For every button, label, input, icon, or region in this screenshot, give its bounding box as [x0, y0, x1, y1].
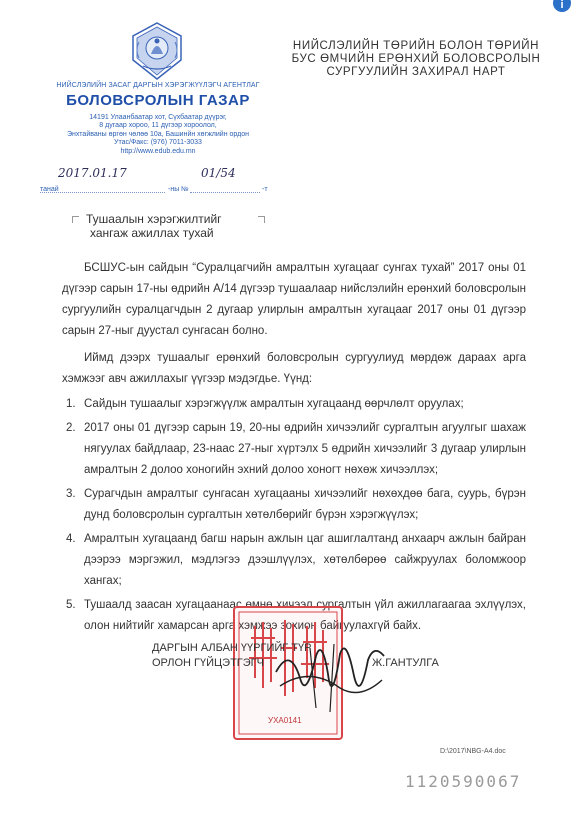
- state-emblem-icon: [127, 20, 187, 82]
- subject-line: Тушаалын хэрэгжилтийг: [86, 212, 222, 226]
- letter-number: 01/54: [201, 166, 236, 180]
- reference-line: [40, 181, 272, 195]
- recipient-line: БУС ӨМЧИЙН ЕРӨНХИЙ БОЛОВСРОЛЫН: [291, 53, 541, 65]
- signatory-position-line2: ОРЛОН ГҮЙЦЭТГЭГЧ: [152, 657, 264, 669]
- list-item-text: Амралтын хугацаанд багш нарын ажлын цаг ашиглалтанд анхаарч ажлын байран дээрээ мэргэжил, мэдлэгээ дээшлүүлэх, хөтөлбөрөө сайжруулах боломжоор хангах;: [84, 533, 526, 587]
- document-reference: D:\2017\NBG-A4.doc: [440, 748, 506, 755]
- body-paragraph: Иймд дээрх тушаалыг ерөнхий боловсролын сургуулиуд мөрдөж дараах арга хэмжээг авч ажиллахыг үүгээр мэдэгдье. Үүнд:: [62, 352, 526, 385]
- body-paragraph: БСШУС-ын сайдын “Суралцагчийн амралтын хугацааг сунгах тухай” 2017 оны 01 дүгээр сарын 17-ны өдрийн А/14 дүгээр тушаалаар нийслэлийн ерөнхий боловсролын сургуулийн суралцагчдын 2 дугаар улирлын амралтын хугацааг 2017 оны 01 дүгээр сарын 27-ныг дуустал сунгасан болно.: [62, 262, 526, 337]
- recipient-line: СУРГУУЛИЙН ЗАХИРАЛ НАРТ: [326, 66, 506, 78]
- list-item-text: 2017 оны 01 дүгээр сарын 19, 20-ны өдрийн хичээлийг сургалтын агуулгыг шахаж нягуулах байдлаар, 23-наас 27-ныг хүртэлх 5 өдрийн хичээлийг 3 дугаар улирлын амралтын 2 долоо хоногийн эхний долоо хоногт нөхөж хичээллэх;: [84, 422, 526, 476]
- list-item-text: Сурагчдын амралтыг сунгасан хугацааны хичээлийг нөхөхдөө бага, суурь, бүрэн дунд боловсролын сургалтын хөтөлбөрийг бүрэн хэрэгжүүлэх;: [84, 488, 526, 521]
- reference-label-yours: танай: [40, 186, 59, 193]
- subject-corner-left: [72, 216, 79, 223]
- list-item-number: 5.: [66, 599, 76, 611]
- agency-name: НИЙСЛЭЛИЙН ЗАСАГ ДАРГЫН ХЭРЭГЖҮҮЛЭГЧ АГЕНТЛАГ: [56, 82, 260, 89]
- website-line: http://www.edub.edu.mn: [120, 147, 196, 155]
- letter-body: [62, 258, 526, 637]
- stamp-code: УХА0141: [268, 716, 302, 725]
- list-item-text: Сайдын тушаалыг хэрэгжүүлж амралтын хугацаанд өөрчлөлт оруулах;: [84, 398, 464, 410]
- address-line: 8 дугаар хороо, 11 дүгээр хороолол,: [99, 122, 217, 130]
- department-name: БОЛОВСРОЛЫН ГАЗАР: [66, 92, 250, 109]
- signatory-name: Ж.ГАНТУЛГА: [372, 657, 439, 669]
- subject: [86, 212, 256, 240]
- list-item-number: 4.: [66, 533, 76, 545]
- list-item: [62, 529, 526, 592]
- list-item: [62, 418, 526, 481]
- recipient-line: НИЙСЛЭЛИЙН ТӨРИЙН БОЛОН ТӨРИЙН: [292, 40, 540, 52]
- address-line: Энхтайваны өргөн чөлөө 10а, Башинйн хөгжлийн ордон: [66, 130, 249, 138]
- address-line: 14191 Улаанбаатар хот, Сүхбаатар дүүрэг,: [89, 114, 227, 121]
- list-item: [62, 394, 526, 415]
- list-item-number: 2.: [66, 422, 76, 434]
- instruction-list: [62, 394, 526, 637]
- document-serial-number: 1120590067: [405, 772, 522, 791]
- address-block: [38, 114, 278, 156]
- list-item-number: 3.: [66, 488, 76, 500]
- handwritten-signature: [270, 636, 390, 716]
- list-item-number: 1.: [66, 398, 76, 410]
- info-badge-icon: i: [553, 0, 571, 12]
- signatory-position-line1: ДАРГЫН АЛБАН ҮҮРГИЙГ ТҮР: [152, 642, 312, 654]
- recipient-block: [282, 40, 550, 79]
- phone-line: Утас/Факс: (976) 7011-3033: [114, 139, 202, 147]
- list-item-text: Тушаалд заасан хугацаанаас өмнө хичээл сургалтын үйл ажиллагаагаа эхлүүлэх, олон нийтийг хамарсан арга хэмжээ зохион байгуулахгүй байх.: [84, 599, 526, 632]
- list-item: [62, 484, 526, 526]
- letter-date: 2017.01.17: [58, 166, 127, 180]
- subject-line: хангаж ажиллах тухай: [90, 226, 214, 240]
- reference-label-number: -ны №: [168, 186, 189, 193]
- reference-suffix: -т: [262, 186, 268, 193]
- subject-corner-right: [258, 216, 265, 223]
